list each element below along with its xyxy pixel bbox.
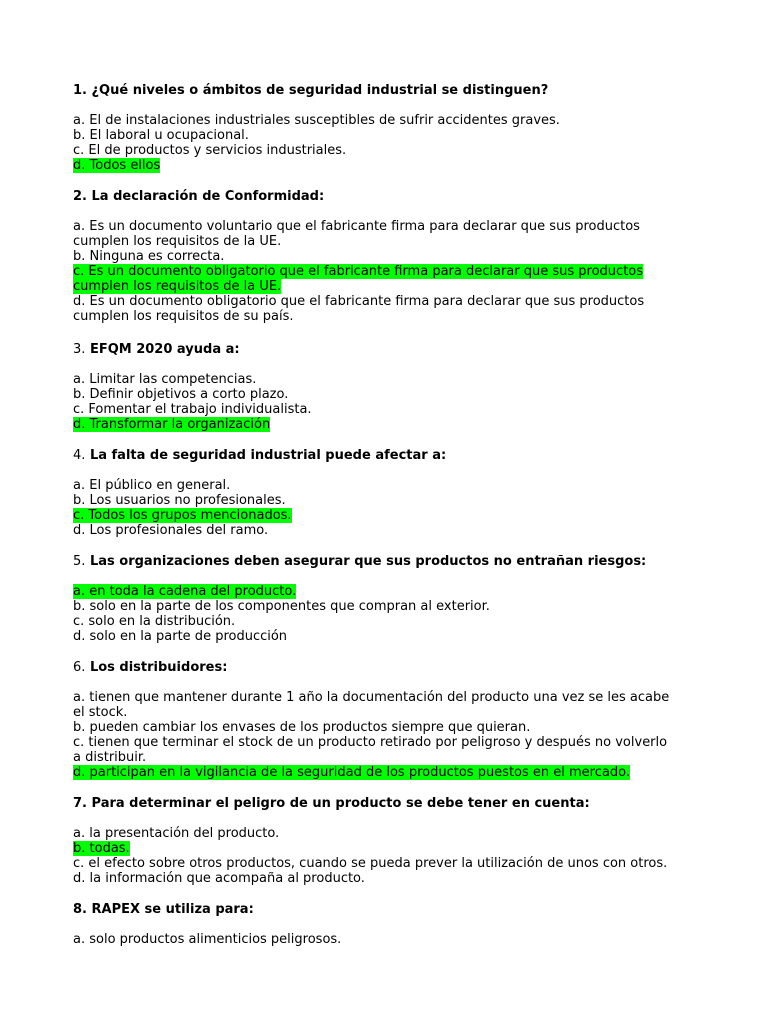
answer-option: a. Es un documento voluntario que el fabricante firma para declarar que sus productos — [73, 219, 640, 234]
question-title — [73, 660, 227, 675]
question-text: Los distribuidores: — [89, 660, 228, 675]
answer-option: c. tienen que terminar el stock de un producto retirado por peligroso y después no volverlo — [73, 735, 668, 750]
answer-option-correct — [73, 584, 296, 599]
answer-option-correct — [73, 508, 292, 523]
question-title: 8. RAPEX se utiliza para: — [73, 902, 254, 917]
question-title — [73, 342, 240, 357]
question-title — [73, 448, 446, 463]
highlighted-answer: c. Todos los grupos mencionados. — [73, 508, 292, 523]
answer-option-correct — [73, 765, 630, 780]
answer-option-correct — [73, 417, 270, 432]
answer-option: d. la información que acompaña al producto. — [73, 871, 365, 886]
answer-option: b. Los usuarios no profesionales. — [73, 493, 286, 508]
answer-option: b. pueden cambiar los envases de los productos siempre que quieran. — [73, 720, 531, 735]
question-title — [73, 554, 646, 569]
answer-option: b. El laboral u ocupacional. — [73, 128, 249, 143]
answer-option: a. tienen que mantener durante 1 año la documentación del producto una vez se les acabe — [73, 690, 670, 705]
question-text: Las organizaciones deben asegurar que sus productos no entrañan riesgos: — [89, 554, 647, 569]
highlighted-answer: d. Transformar la organización — [73, 417, 271, 432]
answer-option: a. la presentación del producto. — [73, 826, 280, 841]
highlighted-answer: d. participan en la vigilancia de la seguridad de los productos puestos en el mercado. — [73, 765, 630, 780]
question-number: 3. — [73, 342, 86, 357]
question-number: 5. — [73, 554, 86, 569]
answer-option: a. solo productos alimenticios peligrosos. — [73, 932, 342, 947]
question-title: 7. Para determinar el peligro de un producto se debe tener en cuenta: — [73, 796, 590, 811]
answer-option: cumplen los requisitos de la UE. — [73, 234, 282, 249]
highlighted-answer: cumplen los requisitos de la UE. — [73, 279, 282, 294]
answer-option-correct — [73, 279, 281, 294]
question-title: 2. La declaración de Conformidad: — [73, 189, 325, 204]
answer-option: cumplen los requisitos de su país. — [73, 309, 294, 324]
answer-option: d. Los profesionales del ramo. — [73, 523, 269, 538]
answer-option: c. Fomentar el trabajo individualista. — [73, 402, 312, 417]
answer-option: c. el efecto sobre otros productos, cuando se pueda prever la utilización de unos con otros. — [73, 856, 668, 871]
answer-option-correct — [73, 264, 643, 279]
answer-option: b. solo en la parte de los componentes que compran al exterior. — [73, 599, 490, 614]
question-number: 6. — [73, 660, 86, 675]
highlighted-answer: c. Es un documento obligatorio que el fabricante firma para declarar que sus productos — [73, 264, 644, 279]
answer-option: c. El de productos y servicios industriales. — [73, 143, 347, 158]
answer-option-correct — [73, 158, 160, 173]
highlighted-answer: d. Todos ellos — [73, 158, 161, 173]
answer-option: c. solo en la distribución. — [73, 614, 236, 629]
answer-option: d. solo en la parte de producción — [73, 629, 288, 644]
answer-option: el stock. — [73, 705, 128, 720]
question-title: 1. ¿Qué niveles o ámbitos de seguridad industrial se distinguen? — [73, 83, 549, 98]
answer-option: d. Es un documento obligatorio que el fabricante firma para declarar que sus productos — [73, 294, 645, 309]
answer-option: b. Definir objetivos a corto plazo. — [73, 387, 289, 402]
highlighted-answer: a. en toda la cadena del producto. — [73, 584, 297, 599]
answer-option: a distribuir. — [73, 750, 147, 765]
answer-option-correct — [73, 841, 130, 856]
highlighted-answer: b. todas. — [73, 841, 130, 856]
question-number: 4. — [73, 448, 86, 463]
answer-option: a. El público en general. — [73, 478, 231, 493]
question-text: La falta de seguridad industrial puede afectar a: — [89, 448, 447, 463]
answer-option: a. Limitar las competencias. — [73, 372, 257, 387]
question-text: EFQM 2020 ayuda a: — [89, 342, 240, 357]
answer-option: b. Ninguna es correcta. — [73, 249, 225, 264]
answer-option: a. El de instalaciones industriales susceptibles de sufrir accidentes graves. — [73, 113, 560, 128]
